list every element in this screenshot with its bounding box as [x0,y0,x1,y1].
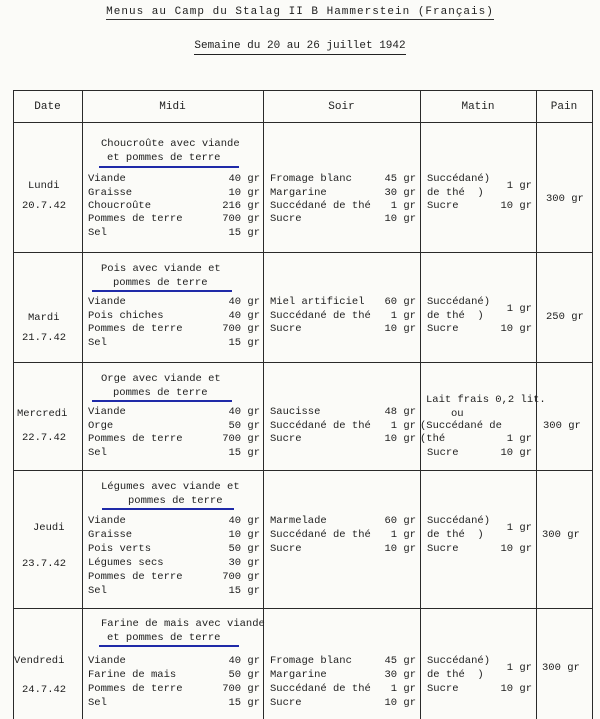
soir-qty: 45 gr [384,173,416,185]
midi-item: Pommes de terre [88,213,183,225]
midi-item: Pois chiches [88,310,164,322]
soir-qty: 45 gr [384,655,416,667]
matin-qty: 1 gr [506,303,532,315]
day-date: 20.7.42 [22,200,67,212]
soir-item: Succédané de thé [270,310,371,322]
matin-item: Succédané) [427,515,491,527]
soir-item: Fromage blanc [270,173,352,185]
matin-item: Succédané) [427,655,491,667]
matin-item: de thé ) [427,187,484,199]
soir-qty: 10 gr [384,697,416,709]
midi-qty: 50 gr [228,669,260,681]
midi-item: Pommes de terre [88,683,183,695]
soir-item: Fromage blanc [270,655,352,667]
matin-item: Sucre [427,543,459,555]
dish-title: Pois avec viande et [101,263,221,275]
midi-item: Sel [88,227,107,239]
midi-item: Viande [88,406,126,418]
midi-qty: 15 gr [228,697,260,709]
week-heading: Semaine du 20 au 26 juillet 1942 [0,40,600,55]
matin-item: Succédané) [427,173,491,185]
dish-title: Légumes avec viande et [101,481,240,493]
matin-qty: 1 gr [506,522,532,534]
day-date: 23.7.42 [22,558,67,570]
midi-item: Sel [88,585,107,597]
midi-qty: 15 gr [228,227,260,239]
soir-qty: 1 gr [390,420,416,432]
matin-item: Sucre [427,323,459,335]
matin-item: (Succédané de [420,420,502,432]
soir-qty: 30 gr [384,669,416,681]
midi-qty: 40 gr [228,655,260,667]
dish-underline [99,166,239,168]
dish-underline [92,400,232,402]
matin-qty: 1 gr [506,662,532,674]
day-name: Vendredi [14,655,65,667]
midi-qty: 10 gr [228,187,260,199]
soir-item: Sucre [270,323,302,335]
dish-title: pommes de terre [113,277,208,289]
soir-qty: 1 gr [390,310,416,322]
midi-qty: 50 gr [228,420,260,432]
day-date: 24.7.42 [22,684,67,696]
day-name: Lundi [28,180,60,192]
matin-qty: 10 gr [500,200,532,212]
col-header-matin: Matin [461,101,495,113]
midi-qty: 700 gr [222,571,260,583]
grid-line [592,90,593,719]
midi-qty: 40 gr [228,406,260,418]
soir-item: Miel artificiel [270,296,365,308]
soir-item: Sucre [270,697,302,709]
dish-title: Farine de mais avec viande [101,618,265,630]
midi-item: Graisse [88,187,133,199]
matin-item: Sucre [427,447,459,459]
soir-item: Margarine [270,669,327,681]
midi-item: Farine de mais [88,669,177,681]
midi-item: Orge [88,420,114,432]
day-name: Mercredi [17,408,68,420]
pain-qty: 300 gr [543,420,581,432]
dish-underline [102,508,234,510]
matin-item: (thé [420,433,446,445]
day-date: 21.7.42 [22,332,67,344]
midi-item: Choucroûte [88,200,152,212]
col-header-soir: Soir [328,101,355,113]
midi-qty: 15 gr [228,447,260,459]
grid-line [13,608,593,609]
midi-qty: 700 gr [222,213,260,225]
midi-item: Viande [88,515,126,527]
midi-qty: 40 gr [228,515,260,527]
grid-line [420,90,421,719]
midi-qty: 10 gr [228,529,260,541]
day-date: 22.7.42 [22,432,67,444]
matin-qty: 10 gr [500,447,532,459]
soir-item: Margarine [270,187,327,199]
soir-qty: 1 gr [390,200,416,212]
midi-qty: 700 gr [222,323,260,335]
grid-line [13,90,593,91]
midi-item: Sel [88,337,107,349]
col-header-midi: Midi [159,101,186,113]
matin-item: Succédané) [427,296,491,308]
dish-underline [92,290,232,292]
soir-item: Marmelade [270,515,327,527]
soir-item: Succédané de thé [270,529,371,541]
matin-item: Sucre [427,683,459,695]
soir-item: Sucre [270,213,302,225]
midi-qty: 40 gr [228,173,260,185]
grid-line [13,90,14,719]
pain-qty: 250 gr [546,311,584,323]
matin-qty: 10 gr [500,683,532,695]
midi-item: Pois verts [88,543,152,555]
dish-title: et pommes de terre [107,152,221,164]
matin-item: de thé ) [427,310,484,322]
soir-qty: 1 gr [390,683,416,695]
midi-item: Sel [88,447,107,459]
midi-item: Légumes secs [88,557,164,569]
midi-qty: 700 gr [222,433,260,445]
soir-qty: 1 gr [390,529,416,541]
matin-qty: 10 gr [500,543,532,555]
soir-item: Sucre [270,543,302,555]
matin-qty: 10 gr [500,323,532,335]
midi-item: Pommes de terre [88,571,183,583]
soir-qty: 48 gr [384,406,416,418]
soir-qty: 10 gr [384,433,416,445]
soir-item: Succédané de thé [270,420,371,432]
soir-qty: 60 gr [384,515,416,527]
midi-qty: 40 gr [228,310,260,322]
midi-qty: 50 gr [228,543,260,555]
midi-item: Viande [88,655,126,667]
day-name: Jeudi [33,522,65,534]
soir-qty: 10 gr [384,543,416,555]
grid-line [82,90,83,719]
midi-item: Pommes de terre [88,323,183,335]
soir-qty: 30 gr [384,187,416,199]
pain-qty: 300 gr [546,193,584,205]
col-header-pain: Pain [550,101,578,113]
dish-title: Choucroûte avec viande [101,138,240,150]
dish-title: et pommes de terre [107,632,221,644]
soir-qty: 60 gr [384,296,416,308]
matin-item: de thé ) [427,669,484,681]
midi-item: Viande [88,296,126,308]
midi-qty: 15 gr [228,585,260,597]
day-name: Mardi [28,312,60,324]
document-title: Menus au Camp du Stalag II B Hammerstein (Français) [106,6,494,18]
midi-qty: 15 gr [228,337,260,349]
dish-underline [99,645,239,647]
grid-line [13,470,593,471]
midi-qty: 216 gr [222,200,260,212]
dish-title: pommes de terre [128,495,223,507]
dish-title: Orge avec viande et [101,373,221,385]
soir-item: Succédané de thé [270,683,371,695]
dish-title: pommes de terre [113,387,208,399]
midi-item: Pommes de terre [88,433,183,445]
midi-item: Graisse [88,529,133,541]
pain-qty: 300 gr [542,529,580,541]
matin-item: ou [451,408,464,420]
midi-qty: 30 gr [228,557,260,569]
col-header-date: Date [34,101,61,113]
midi-item: Viande [88,173,126,185]
soir-item: Succédané de thé [270,200,371,212]
matin-qty: 1 gr [506,180,532,192]
soir-qty: 10 gr [384,323,416,335]
soir-qty: 10 gr [384,213,416,225]
soir-item: Sucre [270,433,302,445]
grid-line [13,122,593,123]
matin-item: de thé ) [427,529,484,541]
pain-qty: 300 gr [542,662,580,674]
midi-qty: 40 gr [228,296,260,308]
midi-qty: 700 gr [222,683,260,695]
grid-line [13,362,593,363]
midi-item: Sel [88,697,107,709]
grid-line [13,252,593,253]
matin-item: Lait frais 0,2 lit. [426,394,546,406]
matin-item: Sucre [427,200,459,212]
soir-item: Saucisse [270,406,321,418]
matin-qty: 1 gr [506,433,532,445]
